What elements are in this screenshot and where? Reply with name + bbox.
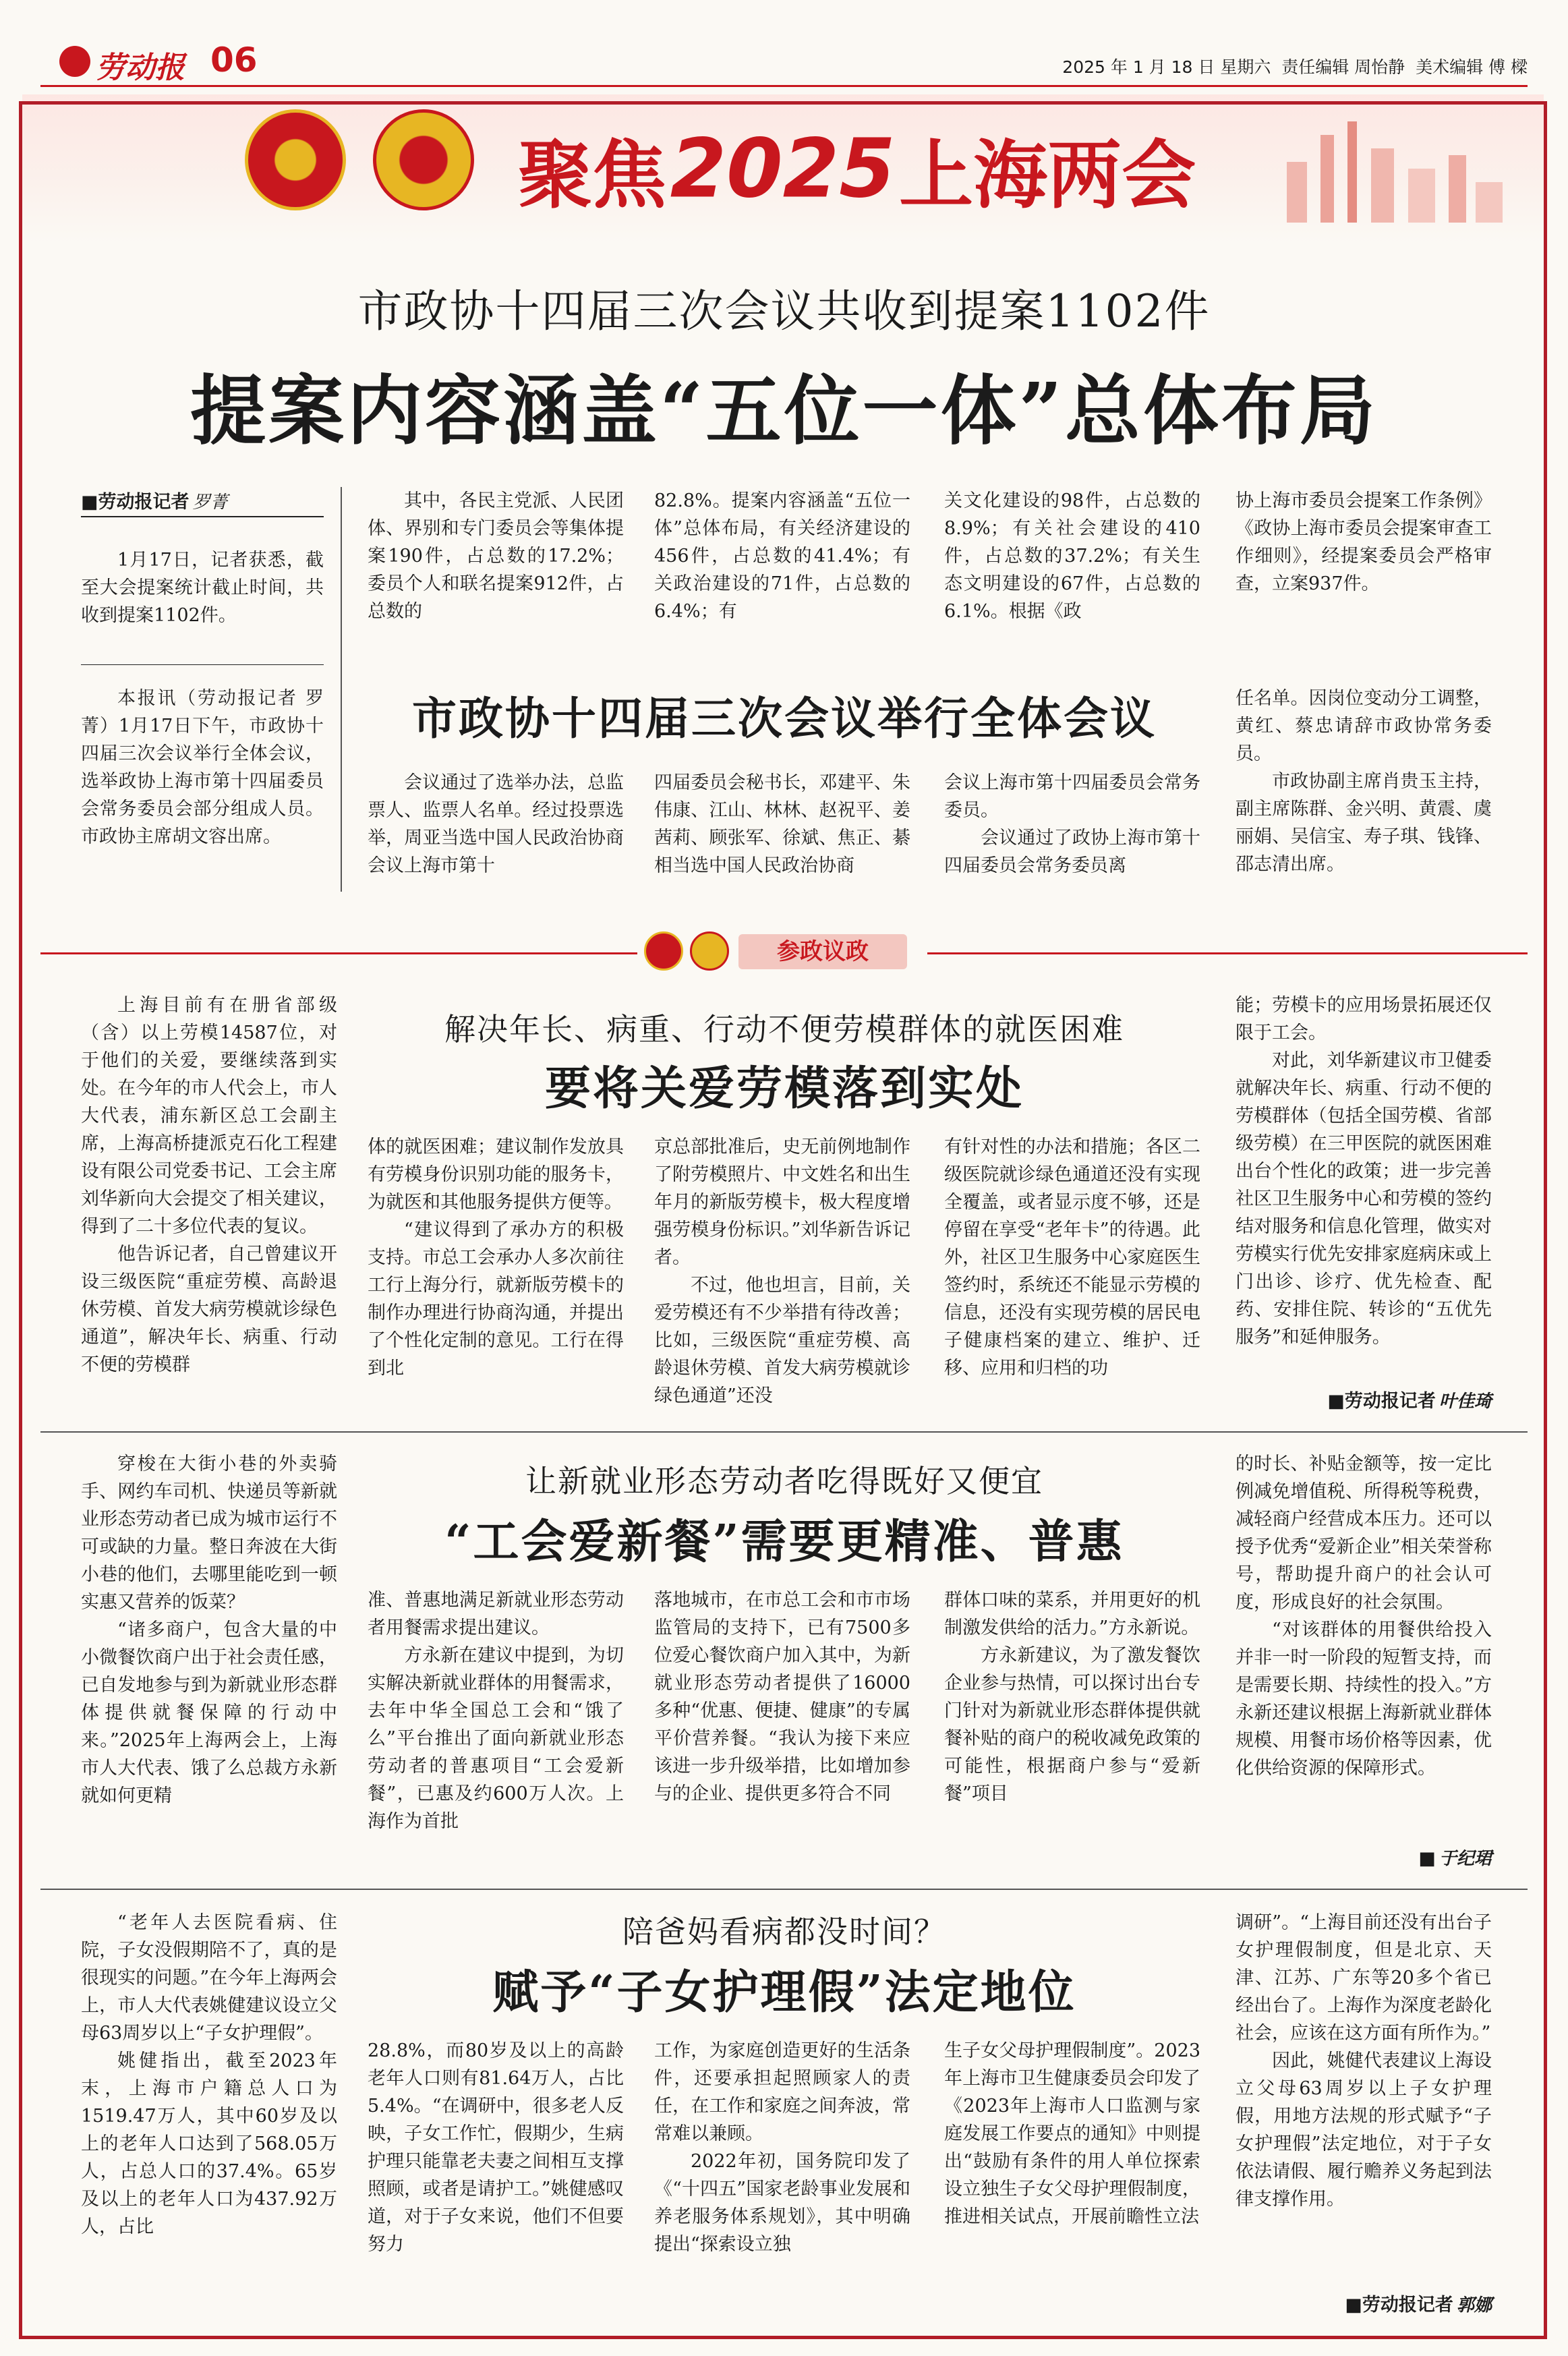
story2-col1: 本报讯（劳动报记者 罗菁）1月17日下午，市政协十四届三次会议举行全体会议，选举政协上海市第十四届委员会常务委员会部分组成人员。市政协主席胡文容出席。 <box>81 688 324 847</box>
story2-col5: 任名单。因岗位变动分工调整，黄红、蔡忠请辞市政协常务委员。 市政协副主席肖贵玉主持，副主席陈群、金兴明、黄震、虞丽娟、吴信宝、寿子琪、钱锋、邵志清出席。 <box>1236 688 1492 875</box>
story1-col2: 其中，各民主党派、人民团体、界别和专门委员会等集体提案190件，占总数的17.2%；委员个人和联名提案912件，占总数的 <box>368 490 624 622</box>
dateline <box>1062 54 1528 78</box>
story4-kicker: 让新就业形态劳动者吃得既好又便宜 <box>525 1463 1043 1499</box>
byline-name: 于纪珺 <box>1439 1849 1492 1869</box>
story3-col5: 能；劳模卡的应用场景拓展还仅限于工会。 对此，刘华新建议市卫健委就解决年长、病重、行动不便的劳模群体（包括全国劳模、省部级劳模）在三甲医院的就医困难出台个性化的政策；进一步完善社区卫生服务中心和劳模的签约结对服务和信息化管理，做实对劳模实行优先安排家庭病床或上门出诊、诊疗、优先检查、配药、安排住院、转诊的“五优先服务”和延伸服务。 <box>1236 995 1492 1348</box>
story1-kicker: 市政协十四届三次会议共收到提案1102件 <box>357 285 1211 337</box>
page-number: 06 <box>210 40 258 80</box>
story3-byline <box>1236 1386 1492 1412</box>
byline-label: ■劳动报记者 <box>1327 1391 1436 1412</box>
art-editor: 美术编辑 傅 樑 <box>1416 57 1528 77</box>
section-label: 参政议政 <box>777 938 869 965</box>
story-rule <box>40 1889 1528 1890</box>
divider <box>81 664 324 665</box>
story3-kicker: 解决年长、病重、行动不便劳模群体的就医困难 <box>444 1011 1124 1047</box>
story3-col3: 京总部批准后，史无前例地制作了附劳模照片、中文姓名和出生年月的新版劳模卡，极大程度增强劳模身份标识。”刘华新告诉记者。 不过，他也坦言，目前，关爱劳模还有不少举措有待改善；比如，三级医院“重症劳模、高龄退休劳模、首发大病劳模就诊绿色通道”还没 <box>654 1137 910 1406</box>
story5-col5: 调研”。“上海目前还没有出台子女护理假制度，但是北京、天津、江苏、广东等20多个省已经出台了。上海作为深度老龄化社会，应该在这方面有所作为。” 因此，姚健代表建议上海设立父母63周岁以上子女护理假，用地方法规的形式赋予“子女护理假”法定地位，对于子女依法请假、履行赡养义务起到法律支撑作用。 <box>1236 1912 1492 2210</box>
issue-date: 2025 年 1 月 18 日 星期六 <box>1062 57 1271 77</box>
responsible-editor: 责任编辑 周怡静 <box>1281 57 1405 77</box>
story5-col1: “老年人去医院看病、住院，子女没假期陪不了，真的是很现实的问题。”在今年上海两会上，市人大代表姚健建议设立父母63周岁以上“子女护理假”。 姚健指出，截至2023年末，上海市户籍总人口为1519.47万人，其中60岁及以上的老年人口达到了568.05万人，占总人口的37.4%。65岁及以上的老年人口为437.92万人，占比 <box>81 1912 337 2237</box>
story3-col4: 有针对性的办法和措施；各区二级医院就诊绿色通道还没有实现全覆盖，或者显示度不够，还是停留在享受“老年卡”的待遇。此外，社区卫生服务中心家庭医生签约时，系统还不能显示劳模的信息，还没有实现劳模的居民电子健康档案的建立、维护、迁移、应用和归档的功 <box>944 1137 1200 1379</box>
story3-col1: 上海目前有在册省部级（含）以上劳模14587位，对于他们的关爱，要继续落到实处。在今年的市人代会上，市人大代表，浦东新区总工会副主席，上海高桥捷派克石化工程建设有限公司党委书记、工会主席刘华新向大会提交了相关建议，得到了二十多位代表的复议。 他告诉记者，自己曾建议开设三级医院“重症劳模、高龄退休劳模、首发大病劳模就诊绿色通道”，解决年长、病重、行动不便的劳模群 <box>81 995 337 1375</box>
section-label-box <box>738 934 907 969</box>
byline-label: ■劳动报记者 <box>1345 2295 1453 2316</box>
story4-headline: “工会爱新餐”需要更精准、普惠 <box>444 1515 1124 1569</box>
story5-col2: 28.8%，而80岁及以上的高龄老年人口则有81.64万人，占比5.4%。“在调研中，很多老人反映，子女工作忙，假期少，生病护理只能靠老夫妻之间相互支撑照顾，或者是请护工。”姚健感叹道，对于子女来说，他们不但要努力 <box>368 2040 624 2255</box>
story4-col2: 准、普惠地满足新就业形态劳动者用餐需求提出建议。 方永新在建议中提到，为切实解决新就业群体的用餐需求，去年中华全国总工会和“饿了么”平台推出了面向新就业形态劳动者的普惠项目“工会爱新餐”，已惠及约600万人次。上海作为首批 <box>368 1590 624 1832</box>
story5-headline: 赋予“子女护理假”法定地位 <box>492 1965 1076 2019</box>
story4-col1: 穿梭在大街小巷的外卖骑手、网约车司机、快递员等新就业形态劳动者已成为城市运行不可或缺的力量。整日奔波在大街小巷的他们，去哪里能吃到一顿实惠又营养的饭菜？ “诸多商户，包含大量的中小微餐饮商户出于社会责任感，已自发地参与到为新就业形态群体提供就餐保障的行动中来。”2025年上海两会上，上海市人大代表、饿了么总裁方永新就如何更精 <box>81 1454 337 1806</box>
story1-byline <box>81 487 324 517</box>
story4-byline <box>1236 1845 1492 1870</box>
story-rule <box>40 1431 1528 1433</box>
story4-col5: 的时长、补贴金额等，按一定比例减免增值税、所得税等税费，减轻商户经营成本压力。还可以授予优秀“爱新企业”相关荣誉称号，帮助提升商户的社会认可度，形成良好的社会氛围。 “对该群体的用餐供给投入并非一时一阶段的短暂支持，而是需要长期、持续性的投入。”方永新还建议根据上海新就业群体规模、用餐市场价格等因素，优化供给资源的保障形式。 <box>1236 1454 1492 1779</box>
story3-headline: 要将关爱劳模落到实处 <box>544 1062 1024 1116</box>
masthead <box>40 42 1528 84</box>
byline-name: 郭娜 <box>1456 2295 1492 2316</box>
banner-shanghai-two-sessions: 上海两会 <box>899 132 1196 219</box>
byline-name: 罗菁 <box>192 492 228 513</box>
cppcc-emblem-icon <box>690 931 729 971</box>
story1-col1: 1月17日，记者获悉，截至大会提案统计截止时间，共收到提案1102件。 <box>81 550 324 626</box>
story4-col4: 群体口味的菜系，并用更好的机制激发供给的活力。”方永新说。 方永新建议，为了激发餐饮企业参与热情，可以探讨出台专门针对为新就业形态群体提供就餐补贴的商户的税收减免政策的可能性，根据商户参与“爱新餐”项目 <box>944 1590 1200 1804</box>
story1-headline: 提案内容涵盖“五位一体”总体布局 <box>190 367 1378 455</box>
masthead-rule <box>40 85 1528 87</box>
banner-focus: 聚焦 <box>518 132 666 219</box>
story5-kicker: 陪爸妈看病都没时间？ <box>622 1914 946 1950</box>
story3-col2: 体的就医困难；建议制作发放具有劳模身份识别功能的服务卡，为就医和其他服务提供方便等。 “建议得到了承办方的积极支持。市总工会承办人多次前往工行上海分行，就新版劳模卡的制作办理进行协商沟通，并提出了个性化定制的意见。工行在得到北 <box>368 1137 624 1379</box>
story2-col2: 会议通过了选举办法，总监票人、监票人名单。经过投票选举，周亚当选中国人民政治协商会议上海市第十 <box>368 772 624 876</box>
newspaper-logo-icon <box>59 46 90 77</box>
story5-col3: 工作，为家庭创造更好的生活条件，还要承担起照顾家人的责任，在工作和家庭之间奔波，常常难以兼顾。 2022年初，国务院印发了《“十四五”国家老龄事业发展和养老服务体系规划》，其中明确提出“探索设立独 <box>654 2040 910 2255</box>
national-emblem-icon <box>644 931 683 971</box>
byline-label: ■ <box>1418 1848 1436 1869</box>
story2-col3: 四届委员会秘书长，邓建平、朱伟康、江山、林林、赵祝平、姜茜莉、顾张军、徐斌、焦正、綦相当选中国人民政治协商 <box>654 772 910 876</box>
story1-col3: 82.8%。提案内容涵盖“五位一体”总体布局，有关经济建设的456件，占总数的41.4%；有关政治建设的71件，占总数的6.4%；有 <box>654 490 910 622</box>
newspaper-logo: 劳动报 <box>96 51 185 85</box>
byline-label: ■劳动报记者 <box>81 492 190 513</box>
section-tag <box>637 927 927 976</box>
story4-col3: 落地城市，在市总工会和市市场监管局的支持下，已有7500多位爱心餐饮商户加入其中，为新就业形态劳动者提供了16000多种“优惠、便捷、健康”的专属平价营养餐。“我认为接下来应该进一步升级举措，比如增加参与的企业、提供更多符合不同 <box>654 1590 910 1804</box>
story1-col5: 协上海市委员会提案工作条例》《政协上海市委员会提案审查工作细则》，经提案委员会严格审查，立案937件。 <box>1236 490 1492 594</box>
banner-year: 2025 <box>670 122 896 217</box>
divider <box>341 487 342 892</box>
story5-col4: 生子女父母护理假制度”。2023年上海市卫生健康委员会印发了《2023年上海市人口监测与家庭发展工作要点的通知》中则提出“鼓励有条件的用人单位探索设立独生子女父母护理假制度，推进相关试点，开展前瞻性立法 <box>944 2040 1200 2227</box>
story5-byline <box>1236 2290 1492 2316</box>
story1-col4: 关文化建设的98件，占总数的8.9%；有关社会建设的410件，占总数的37.2%；有关生态文明建设的67件，占总数的6.1%。根据《政 <box>944 490 1200 622</box>
story2-col4: 会议上海市第十四届委员会常务委员。 会议通过了政协上海市第十四届委员会常务委员离 <box>944 772 1200 876</box>
story2-headline: 市政协十四届三次会议举行全体会议 <box>412 692 1157 745</box>
byline-name: 叶佳琦 <box>1439 1391 1492 1412</box>
